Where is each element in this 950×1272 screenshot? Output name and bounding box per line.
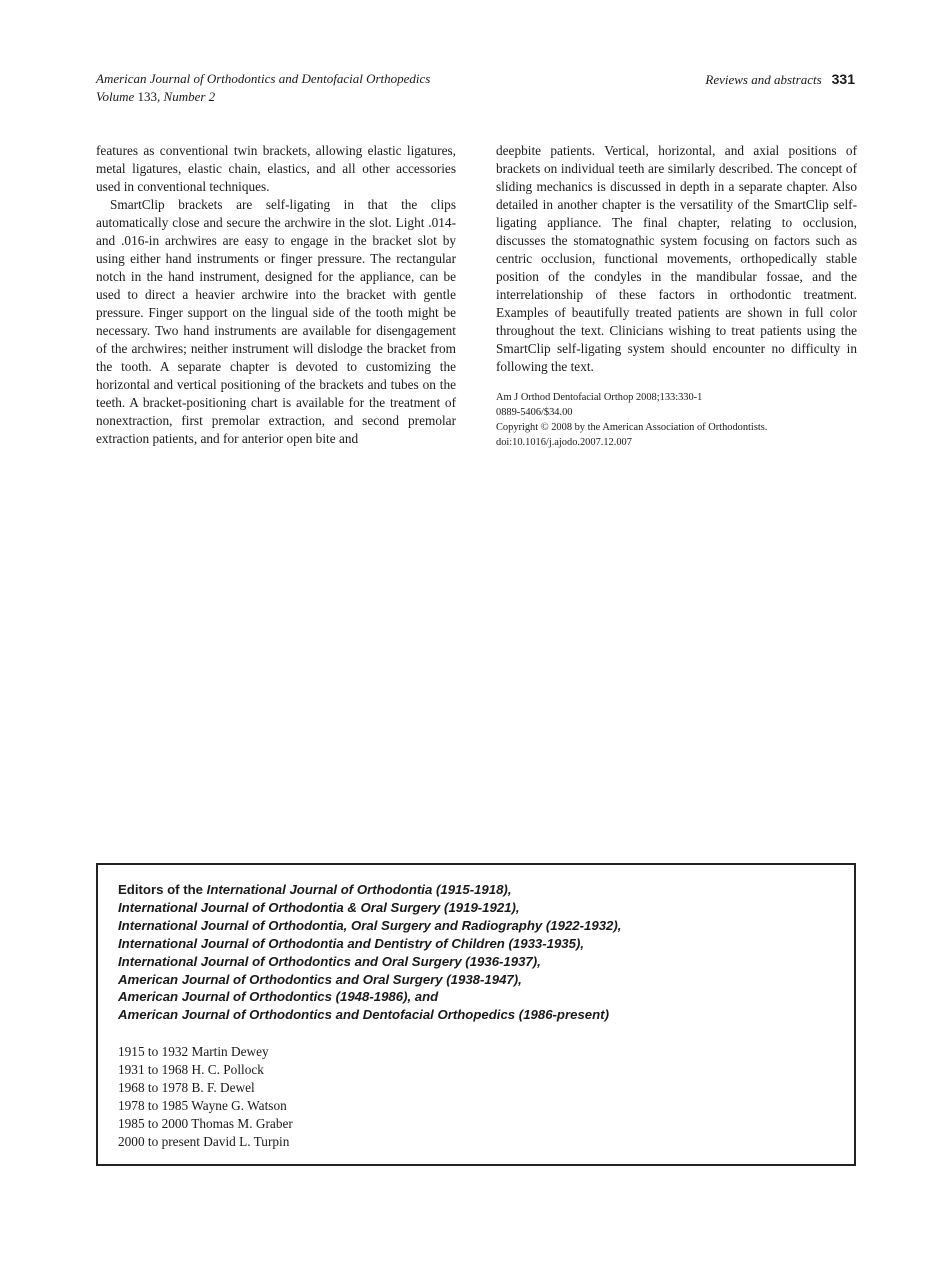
editors-box [96, 863, 856, 1166]
page-number: 331 [831, 71, 855, 87]
journal-line: International Journal of Orthodontia & Oral Surgery (1919-1921), [118, 899, 520, 915]
editor-entry: 1968 to 1978 B. F. Dewel [118, 1080, 255, 1095]
section-title: Reviews and abstracts [705, 72, 822, 87]
body-paragraph: deepbite patients. Vertical, horizontal, and axial positions of brackets on individual teeth are similarly described. The concept of sliding mechanics is discussed in depth in a separate chapter. Also detailed in another chapter is the versatility of the SmartClip self-ligating appliance. The final chapter, relating to occlusion, discusses the stomatognathic system focusing on factors such as centric occlusion, functional movements, orthopedically stable position of the condyles in the mandibular fossae, and the interrelationship of these factors in orthodontic treatment. Examples of beautifully treated patients are shown in full color throughout the text. Clinicians wishing to treat patients using the SmartClip self-ligating system should encounter no difficulty in following the text. [496, 143, 857, 374]
editor-entry: 1931 to 1968 H. C. Pollock [118, 1062, 264, 1077]
editor-entry: 1985 to 2000 Thomas M. Graber [118, 1116, 293, 1131]
citation-copyright: Copyright © 2008 by the American Association of Orthodontists. [496, 422, 768, 433]
citation-doi: doi:10.1016/j.ajodo.2007.12.007 [496, 437, 632, 448]
body-paragraph: features as conventional twin brackets, allowing elastic ligatures, metal ligatures, elastic chain, elastics, and all other accessories used in conventional techniques. [96, 143, 456, 194]
right-column [496, 142, 857, 450]
journal-line: International Journal of Orthodontia, Oral Surgery and Radiography (1922-1932), [118, 917, 622, 933]
volume-number: 133 [137, 89, 158, 104]
journal-line: American Journal of Orthodontics and Dentofacial Orthopedics (1986-present) [118, 1007, 609, 1023]
editors-list [118, 1043, 293, 1151]
editor-entry: 1915 to 1932 Martin Dewey [118, 1044, 269, 1059]
running-header-right [705, 70, 855, 89]
citation-issn: 0889-5406/$34.00 [496, 407, 573, 418]
journal-line: Editors of the International Journal of Orthodontia (1915-1918), [118, 882, 512, 897]
volume-issue: Volume 133, Number 2 [96, 89, 216, 104]
editors-heading [118, 881, 621, 1024]
body-paragraph: SmartClip brackets are self-ligating in that the clips automatically close and secure the archwire in the slot. Light .014- and .016-in archwires are easy to engage in the bracket slot by using either hand instruments or finger pressure. The rectangular notch in the hand instrument, designed for the appliance, can be used to direct a heavier archwire into the bracket with gentle pressure. Finger support on the lingual side of the tooth might be necessary. Two hand instruments are available for disengagement of the archwires; neither instrument will dislodge the bracket from the tooth. A separate chapter is devoted to customizing the horizontal and vertical positioning of the brackets and tubes on the teeth. A bracket-positioning chart is available for the treatment of nonextraction, first premolar extraction, and second premolar extraction patients, and for anterior open bite and [96, 197, 456, 446]
journal-line: American Journal of Orthodontics (1948-1986), and [118, 989, 439, 1005]
heading-prefix: Editors of the [118, 882, 207, 897]
journal-line: International Journal of Orthodontics and Oral Surgery (1936-1937), [118, 953, 541, 969]
journal-line: International Journal of Orthodontia and Dentistry of Children (1933-1935), [118, 935, 585, 951]
volume-label: Volume [96, 89, 135, 104]
journal-line: American Journal of Orthodontics and Oral Surgery (1938-1947), [118, 971, 522, 987]
citation-reference: Am J Orthod Dentofacial Orthop 2008;133:330-1 [496, 392, 703, 403]
editor-entry: 1978 to 1985 Wayne G. Watson [118, 1098, 287, 1113]
left-column [96, 142, 456, 448]
citation-block [496, 390, 857, 450]
editor-entry: 2000 to present David L. Turpin [118, 1134, 290, 1149]
issue-label: Number 2 [163, 89, 216, 104]
running-header-left [96, 70, 430, 106]
journal-title: American Journal of Orthodontics and Dentofacial Orthopedics [96, 71, 431, 86]
